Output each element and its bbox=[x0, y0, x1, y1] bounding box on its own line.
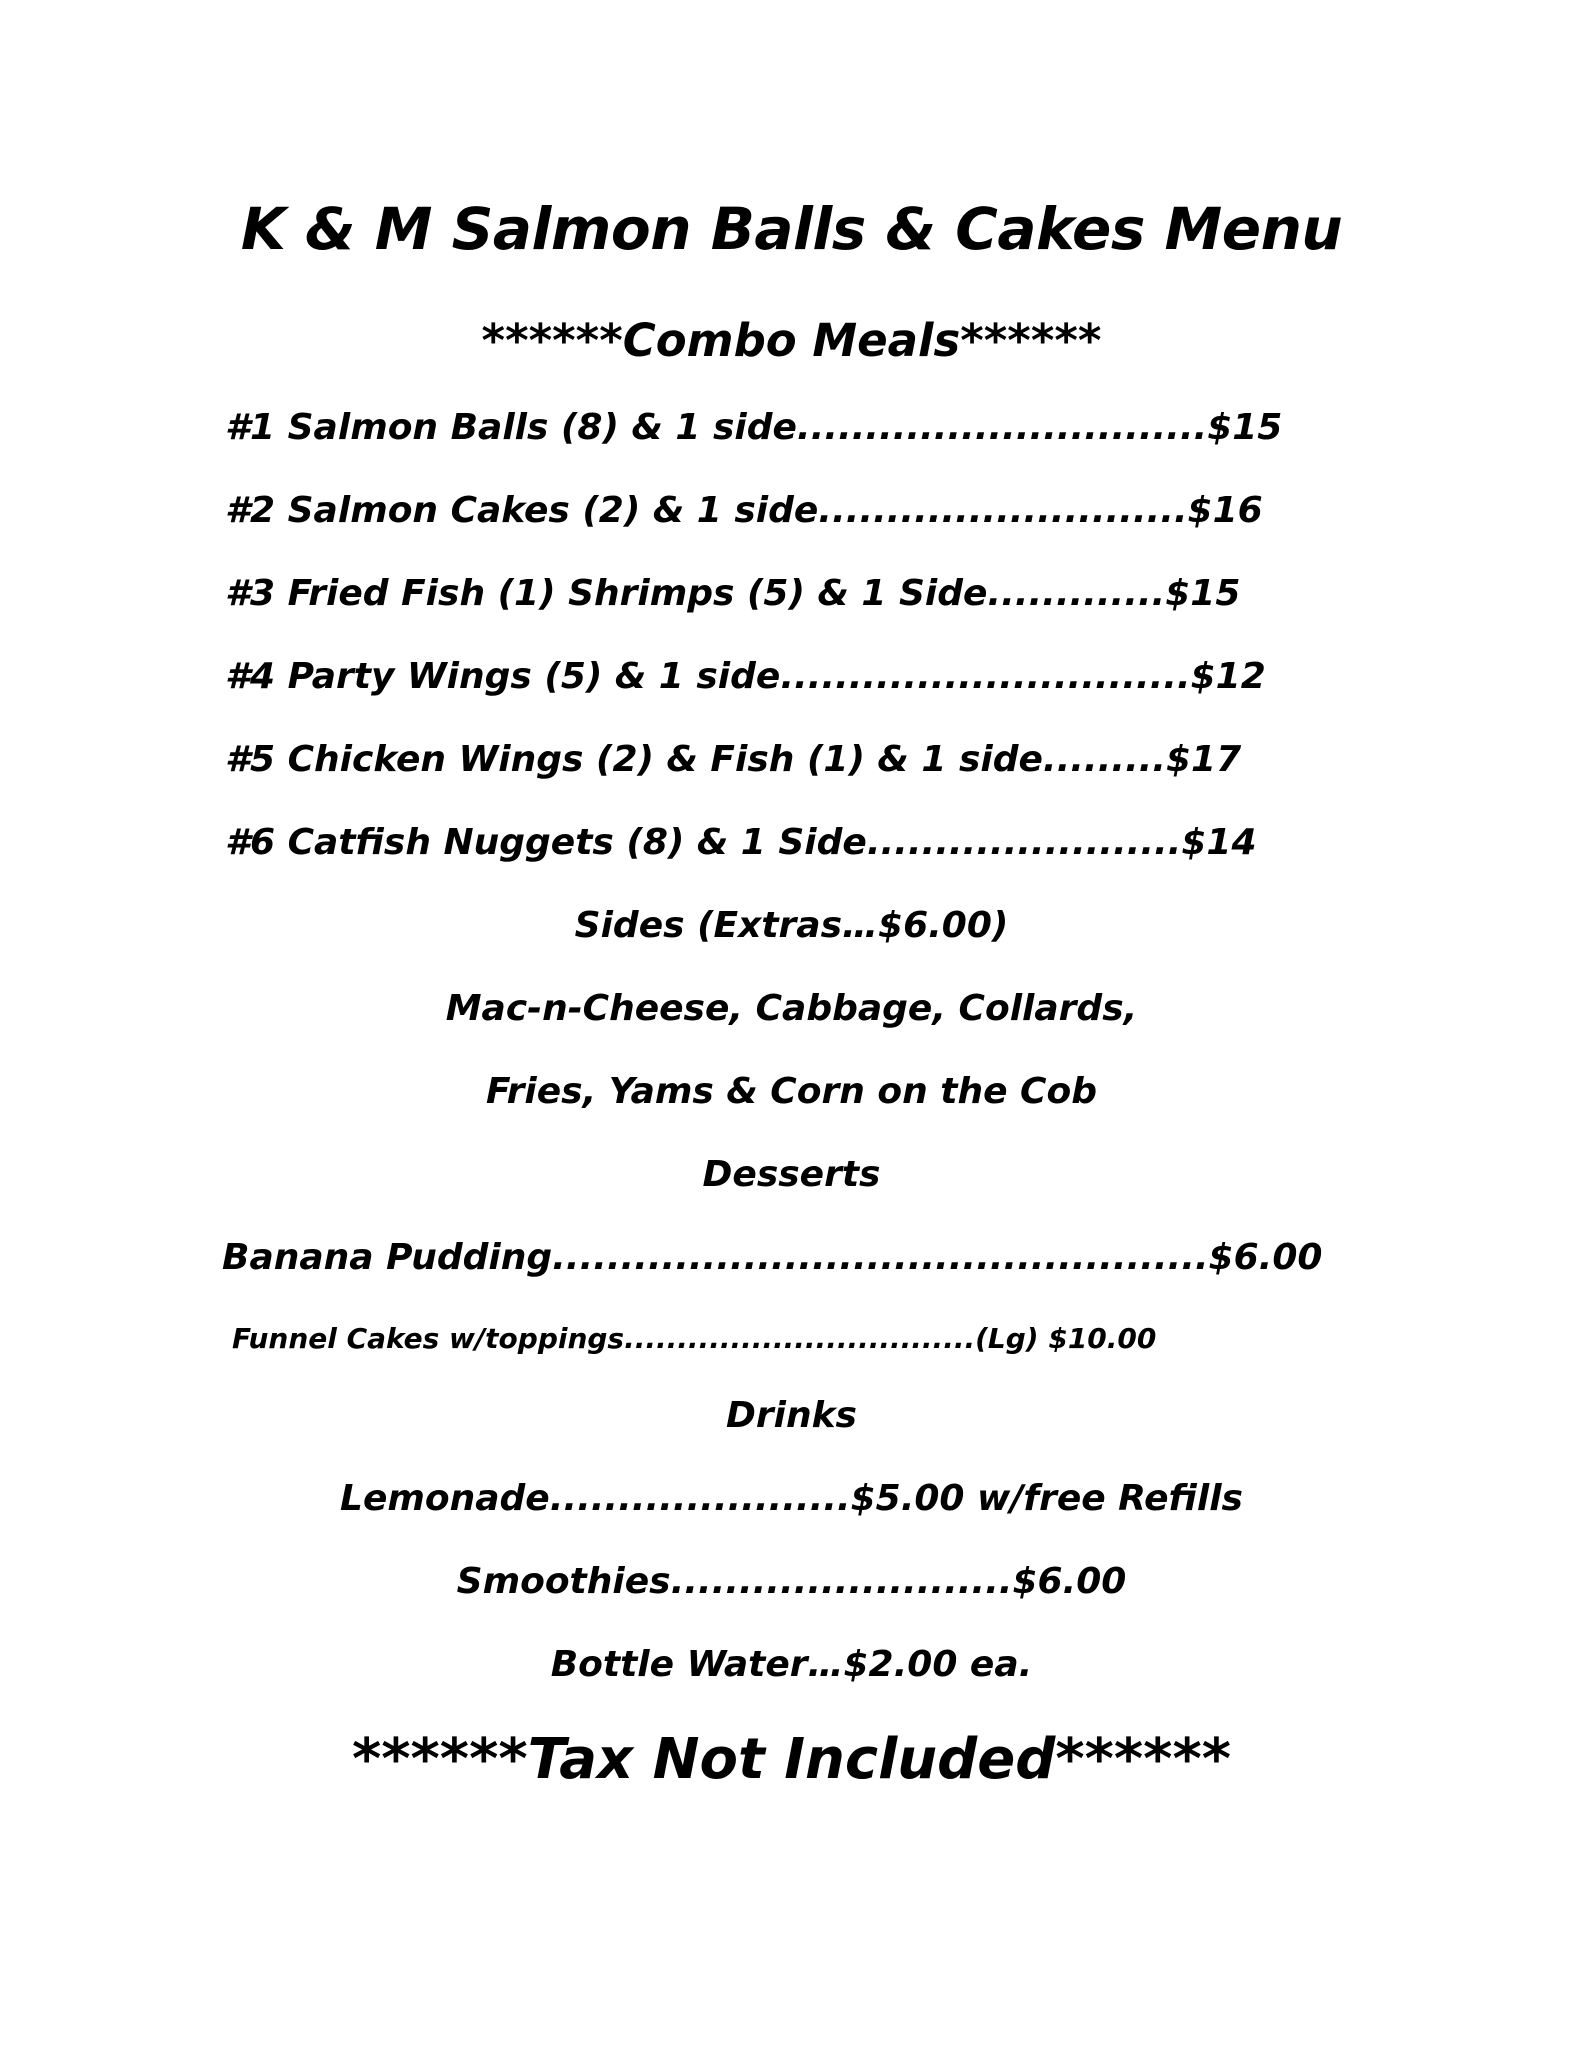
combo-meals-heading: ******Combo Meals****** bbox=[481, 314, 1102, 367]
drink-bottle-water: Bottle Water…$2.00 ea. bbox=[550, 1644, 1033, 1685]
combo-item-5: #5 Chicken Wings (2) & Fish (1) & 1 side.........$17 bbox=[225, 739, 1242, 780]
combo-item-2: #2 Salmon Cakes (2) & 1 side...........................$16 bbox=[225, 490, 1263, 531]
combo-item-6: #6 Catfish Nuggets (8) & 1 Side.......................$14 bbox=[225, 822, 1257, 863]
sides-heading: Sides (Extras…$6.00) bbox=[574, 905, 1009, 946]
desserts-heading: Desserts bbox=[702, 1154, 881, 1195]
dessert-funnel-cakes: Funnel Cakes w/toppings.................................(Lg) $10.00 bbox=[232, 1322, 1157, 1355]
drink-lemonade: Lemonade......................$5.00 w/free Refills bbox=[340, 1478, 1243, 1519]
drink-smoothies: Smoothies.........................$6.00 bbox=[456, 1561, 1127, 1602]
combo-item-1: #1 Salmon Balls (8) & 1 side..............................$15 bbox=[225, 407, 1283, 448]
sides-list-line-2: Fries, Yams & Corn on the Cob bbox=[486, 1071, 1097, 1112]
drinks-heading: Drinks bbox=[726, 1395, 857, 1436]
sides-list-line-1: Mac-n-Cheese, Cabbage, Collards, bbox=[445, 988, 1138, 1029]
combo-item-3: #3 Fried Fish (1) Shrimps (5) & 1 Side.............$15 bbox=[225, 573, 1241, 614]
dessert-banana-pudding: Banana Pudding................................................$6.00 bbox=[222, 1237, 1323, 1278]
tax-not-included-note: ******Tax Not Included****** bbox=[351, 1727, 1232, 1792]
menu-title: K & M Salmon Balls & Cakes Menu bbox=[240, 195, 1343, 263]
combo-item-4: #4 Party Wings (5) & 1 side..............................$12 bbox=[225, 656, 1266, 697]
